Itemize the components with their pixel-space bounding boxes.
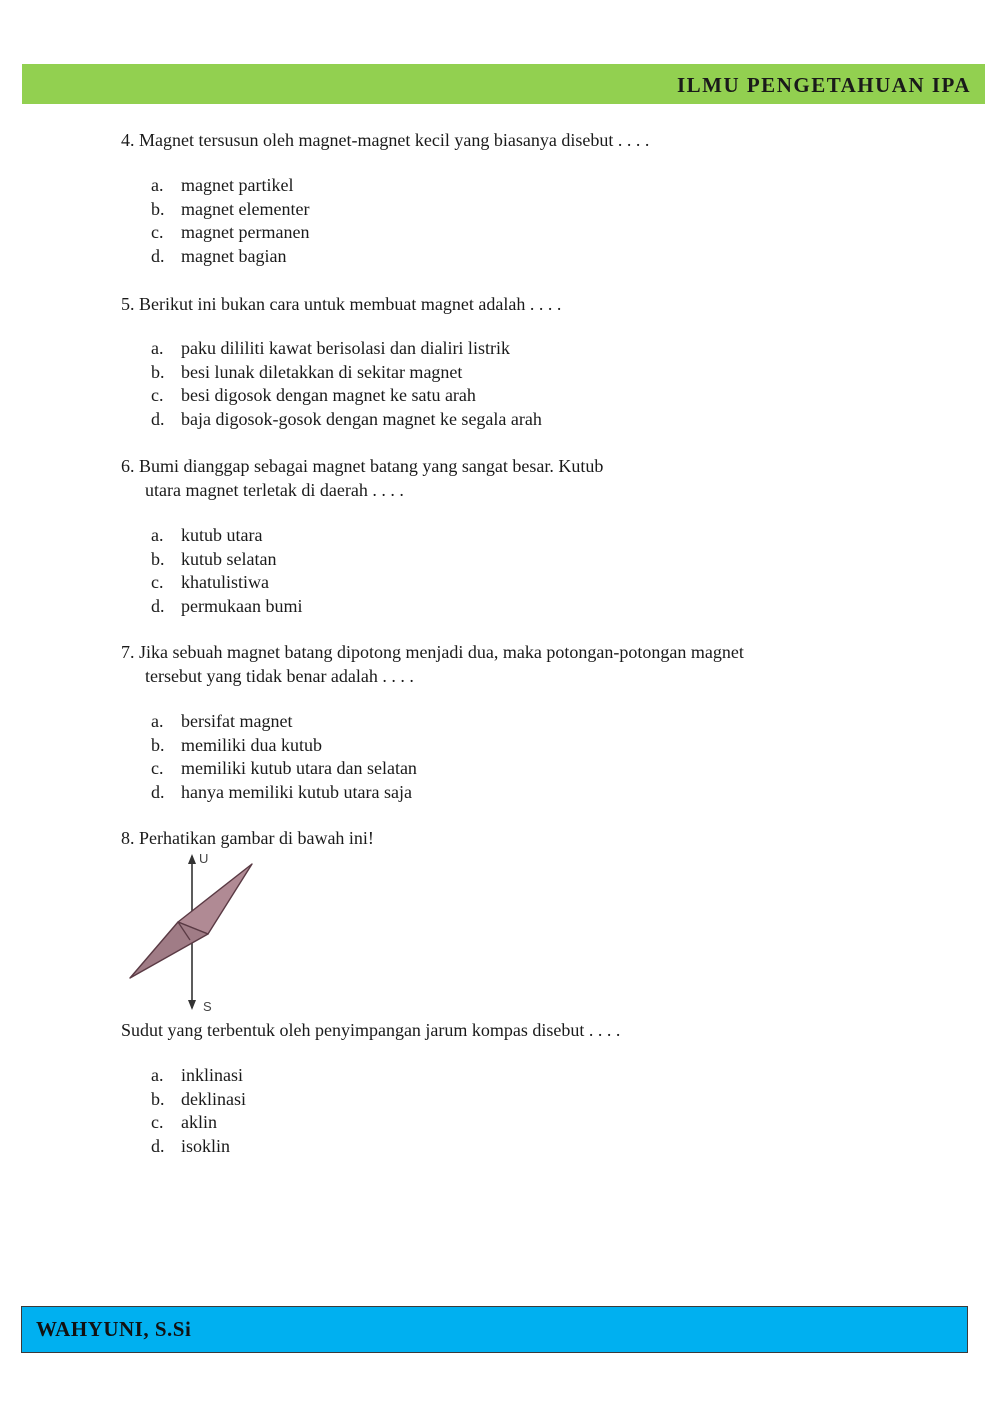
question-8 — [121, 826, 881, 850]
question-text: Jika sebuah magnet batang dipotong menjadi dua, maka potongan-potongan magnet — [139, 642, 744, 662]
compass-needle-figure — [124, 850, 264, 1015]
option-b[interactable]: b. besi lunak diletakkan di sekitar magnet — [151, 361, 463, 382]
option-a[interactable]: a. magnet partikel — [151, 175, 294, 195]
question-text-cont: tersebut yang tidak benar adalah . . . . — [145, 666, 414, 686]
header-title: ILMU PENGETAHUAN IPA — [676, 73, 971, 97]
option-d[interactable]: d. hanya memiliki kutub utara saja — [151, 781, 412, 802]
question-7-options — [151, 710, 417, 804]
option-a[interactable]: a. inklinasi — [151, 1065, 243, 1085]
option-b[interactable]: b. deklinasi — [151, 1088, 246, 1109]
option-c[interactable]: c. khatulistiwa — [151, 572, 269, 592]
question-number: 4. — [121, 130, 135, 150]
option-b[interactable]: b. kutub selatan — [151, 548, 277, 569]
option-c[interactable]: c. besi digosok dengan magnet ke satu arah — [151, 385, 476, 405]
north-arrow-icon — [188, 854, 196, 864]
footer-bar — [21, 1306, 968, 1353]
south-label: S — [203, 999, 212, 1014]
option-d[interactable]: d. magnet bagian — [151, 245, 287, 266]
question-text: Bumi dianggap sebagai magnet batang yang sangat besar. Kutub — [139, 456, 604, 476]
option-a[interactable]: a. kutub utara — [151, 525, 263, 545]
question-5 — [121, 292, 881, 316]
question-5-options — [151, 337, 542, 431]
needle-south-half — [130, 922, 208, 978]
option-a[interactable]: a. bersifat magnet — [151, 711, 293, 731]
question-number: 5. — [121, 294, 135, 314]
question-number: 7. — [121, 642, 135, 662]
option-c[interactable]: c. aklin — [151, 1112, 217, 1132]
question-text: Sudut yang terbentuk oleh penyimpangan jarum kompas disebut . . . . — [121, 1020, 621, 1040]
option-c[interactable]: c. memiliki kutub utara dan selatan — [151, 758, 417, 778]
question-text: Perhatikan gambar di bawah ini! — [139, 828, 374, 848]
question-8-followup — [121, 1018, 881, 1042]
option-d[interactable]: d. permukaan bumi — [151, 595, 303, 616]
header-bar — [22, 64, 985, 104]
option-b[interactable]: b. magnet elementer — [151, 198, 310, 219]
question-7 — [121, 640, 881, 688]
question-6 — [121, 454, 881, 502]
question-number: 6. — [121, 456, 135, 476]
question-4-options — [151, 174, 309, 268]
question-4 — [121, 128, 881, 152]
north-label: U — [199, 851, 209, 866]
question-8-options — [151, 1064, 246, 1158]
option-b[interactable]: b. memiliki dua kutub — [151, 734, 322, 755]
question-text-cont: utara magnet terletak di daerah . . . . — [145, 480, 404, 500]
question-6-options — [151, 524, 302, 618]
question-text: Berikut ini bukan cara untuk membuat magnet adalah . . . . — [139, 294, 562, 314]
question-text: Magnet tersusun oleh magnet-magnet kecil yang biasanya disebut . . . . — [139, 130, 650, 150]
option-d[interactable]: d. baja digosok-gosok dengan magnet ke segala arah — [151, 408, 542, 429]
option-a[interactable]: a. paku dililiti kawat berisolasi dan dialiri listrik — [151, 338, 510, 358]
south-arrow-icon — [188, 1000, 196, 1010]
option-d[interactable]: d. isoklin — [151, 1135, 231, 1156]
needle-north-half — [178, 864, 252, 934]
option-c[interactable]: c. magnet permanen — [151, 222, 310, 242]
author-name: WAHYUNI, S.Si — [36, 1317, 192, 1341]
question-number: 8. — [121, 828, 135, 848]
